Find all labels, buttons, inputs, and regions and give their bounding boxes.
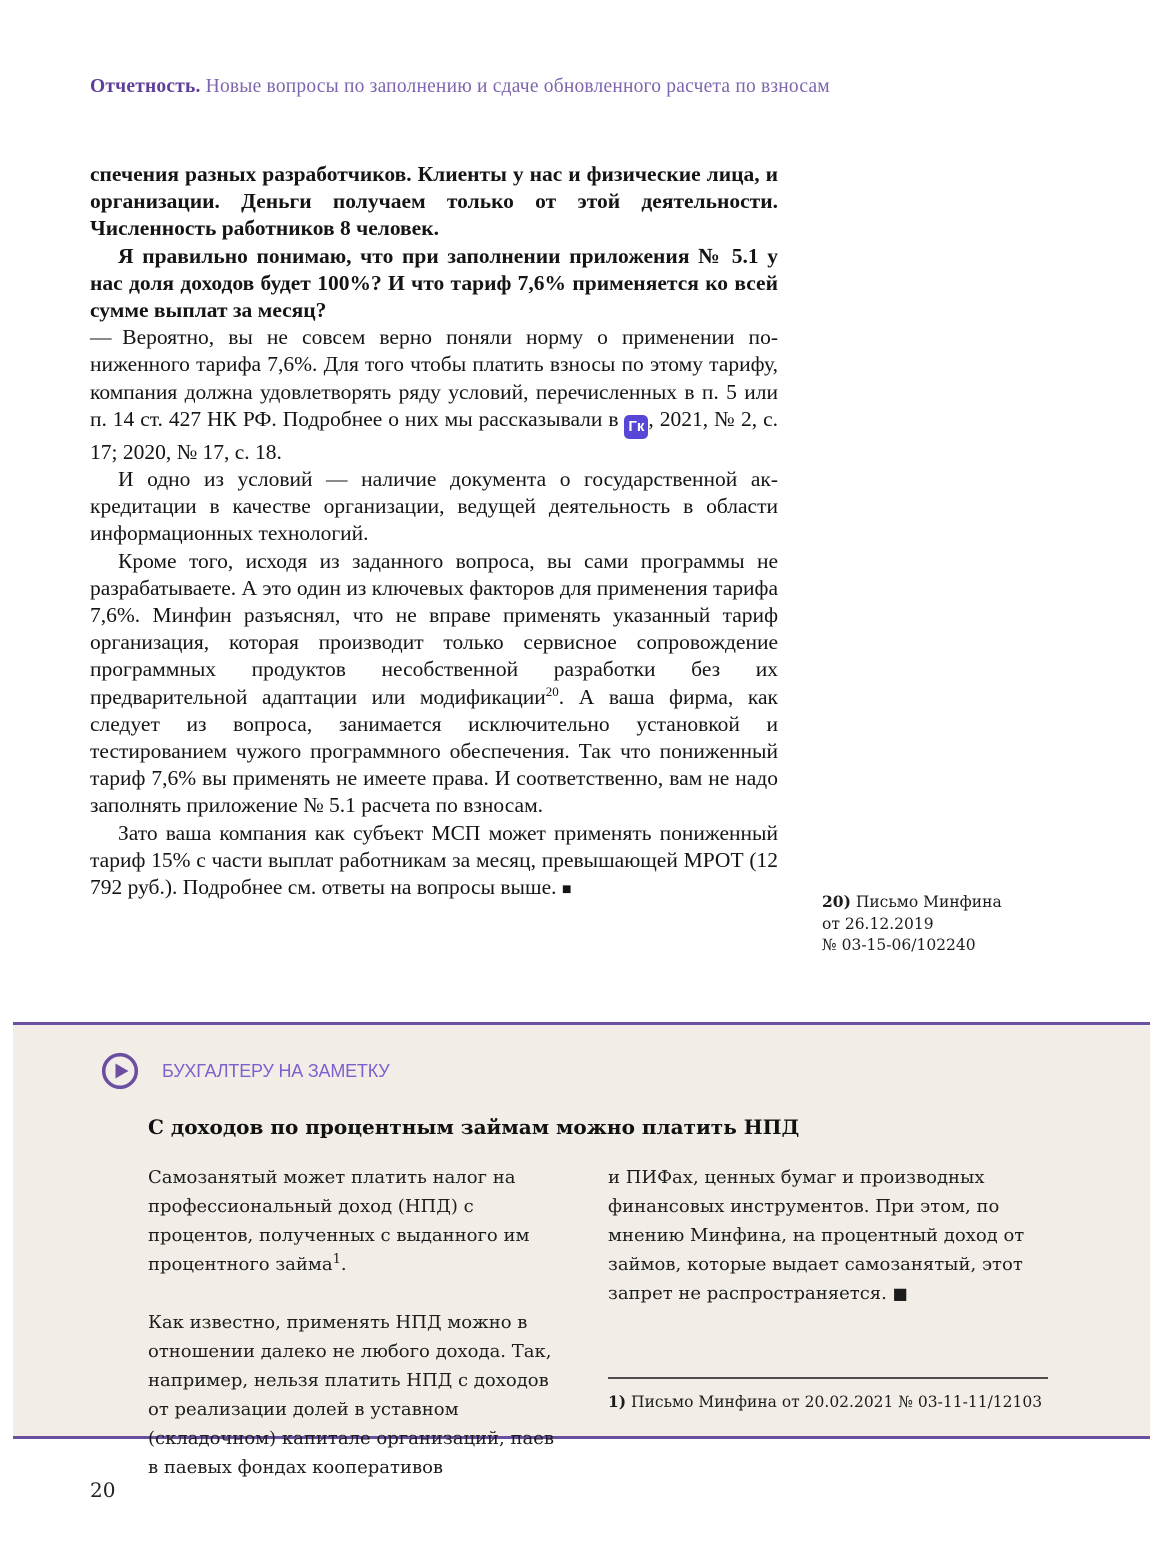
note-box-kicker: БУХГАЛТЕРУ НА ЗАМЕТКУ: [162, 1060, 390, 1081]
footnote-divider: [608, 1377, 1048, 1379]
answer-text-before-badge: — Вероятно, вы не совсем верно поняли норму о применении пониженного тарифа 7,6%. Для того чтобы платить взносы по этому тарифу, компания должна удовлетворять ряду условий, перечисленных в п. 5 или п. 14 ст. 427 НК РФ. Подробнее о них мы рассказывали в: [90, 325, 778, 431]
note-box-footnote: [608, 1377, 1048, 1411]
margin-footnote-line1: Письмо Минфина: [850, 893, 1002, 911]
running-head-section: Отчетность.: [90, 76, 201, 97]
gk-magazine-icon: Гк: [624, 415, 648, 439]
article-paragraph: [90, 820, 778, 904]
accountant-note-box: [13, 1022, 1150, 1478]
running-head: [90, 76, 1080, 98]
note-box-right-column: [608, 1163, 1048, 1308]
margin-footnote-line2: от 26.12.2019: [822, 914, 934, 933]
note-end-square: ■: [892, 1284, 908, 1303]
running-head-title: Новые вопросы по заполнению и сдаче обновленного расчета по взносам: [205, 76, 830, 97]
article-paragraph: И одно из условий — наличие документа о государственной аккредитации в качестве организации, ведущей деятельность в области информационных технологий.: [90, 467, 778, 546]
footnote-marker: 1): [608, 1392, 627, 1411]
paragraph-text: Самозанятый может платить налог на профессиональный доход (НПД) с процентов, полученных с выданного им процентного займа: [148, 1167, 530, 1275]
note-box-kicker-row: [100, 1051, 389, 1091]
margin-footnote-line3: № 03-15-06/102240: [822, 936, 976, 954]
margin-footnote-20: [822, 891, 1042, 957]
note-paragraph: [148, 1163, 566, 1279]
note-paragraph: Как известно, применять НПД можно в отношении далеко не любого дохода. Так, например, нельзя платить НПД с доходов от реализации долей в уставном (складочном) капитале организаций, паев в паевых фондах кооперативов: [148, 1312, 554, 1478]
paragraph-text: Зато ваша компания как субъект МСП может применять пониженный тариф 15% с части выплат работникам за месяц, превышающей МРОТ (12 792 руб.). Подробнее см. ответы на вопросы выше.: [90, 820, 778, 900]
paragraph-text: . А ваша фирма, как следует из вопроса, занимается исключительно установкой и тестированием чужого программного обеспечения. Так что пониженный тариф 7,6% вы применять не имеете права. И соответственно, вам не надо заполнять приложение № 5.1 расчета по взносам.: [90, 684, 778, 818]
paragraph-text: и ПИФах, ценных бумаг и производных финансовых инструментов. При этом, по мнению Минфина, на процентный доход от займов, которые выдает самозанятый, этот запрет не распространяется.: [608, 1167, 1025, 1304]
note-box-left-column: [148, 1163, 566, 1482]
article-paragraph: спечения разных разработчиков. Клиенты у нас и физические лица, и организации. Деньги получаем только от этой деятельности. Численность работников 8 человек.: [90, 162, 778, 241]
article-end-square: ■: [561, 881, 572, 899]
article-paragraph: [90, 548, 778, 820]
article-question-paragraph: Я правильно понимаю, что при заполнении приложения № 5.1 у нас доля доходов будет 100%? И что тариф 7,6% применяется ко всей сумме выплат за месяц?: [90, 243, 778, 323]
note-box-title: С доходов по процентным займам можно платить НПД: [148, 1115, 800, 1139]
paragraph-text: .: [340, 1254, 347, 1275]
paragraph-text: Кроме того, исходя из заданного вопроса, вы сами программы не разрабатываете. А это один из ключевых факторов для применения тарифа 7,6%. Минфин разъяснял, что не вправе применять указанный тариф организация, которая производит только сервисное сопровождение программных продуктов несобственной разработки без их предварительной адаптации или модификации: [90, 548, 778, 709]
article-body: [90, 161, 778, 903]
margin-footnote-marker: 20): [822, 892, 851, 911]
page-number: 20: [90, 1478, 116, 1502]
footnote-reference-20: 20: [545, 683, 559, 699]
answer-text-after-badge: , 2021, № 2, с. 17; 2020, № 17, с. 18.: [90, 406, 778, 464]
play-circle-icon: [100, 1051, 140, 1091]
footnote-text: Письмо Минфина от 20.02.2021 № 03-11-11/12103: [626, 1393, 1043, 1411]
note-paragraph: [608, 1163, 1048, 1308]
footnote-reference-1: 1: [332, 1252, 341, 1267]
article-answer-paragraph: [90, 324, 778, 466]
